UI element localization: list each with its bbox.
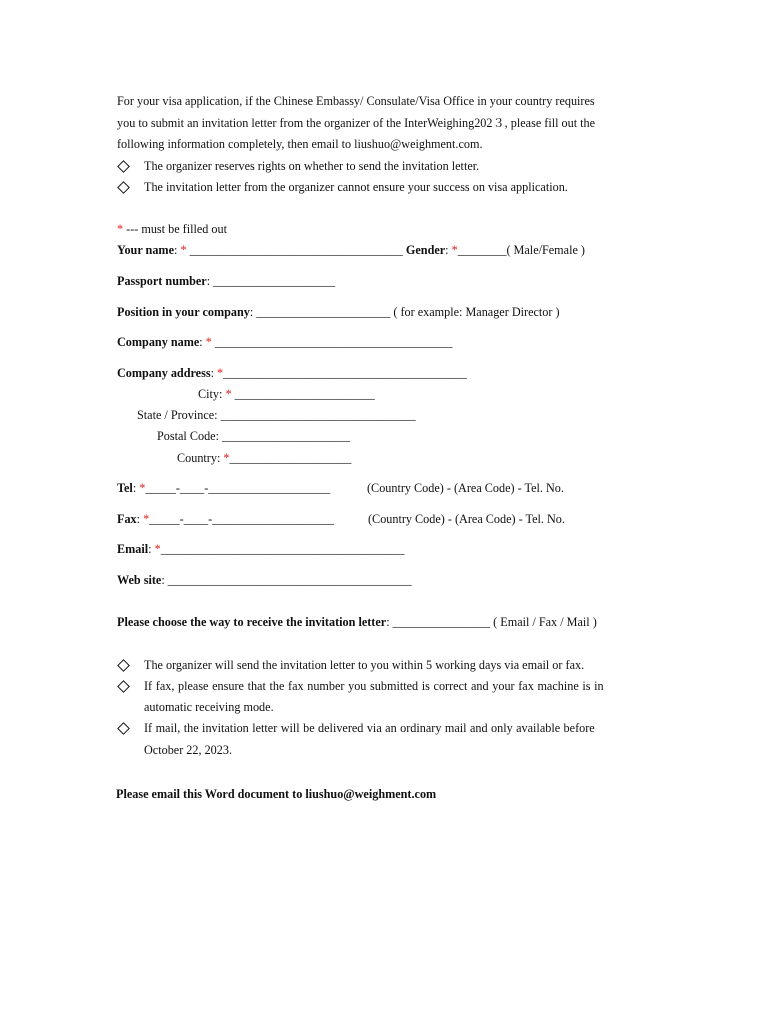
diamond-bullet-icon [117,160,130,173]
required-note [117,221,227,237]
your-name-label: Your name [117,243,174,257]
company-name-row [117,334,453,350]
colon: : [199,335,206,349]
required-star: * [217,366,224,380]
position-hint: ( for example: Manager Director ) [390,305,560,319]
fax-row [117,511,334,527]
email-row [117,541,404,557]
note-top-2: The invitation letter from the organizer cannot ensure your success on visa application. [144,180,568,194]
colon: : [210,366,218,380]
tel-row [117,480,330,496]
tel-hint: (Country Code) - (Area Code) - Tel. No. [367,481,564,495]
passport-row [117,273,335,289]
company-address-label: Company address [117,366,211,380]
required-star: * [143,512,150,526]
email-label: Email [117,542,149,556]
receive-way-field[interactable]: ________________ [392,615,491,629]
colon: : [132,481,140,495]
position-label: Position in your company [117,305,250,319]
gender-label: Gender [405,243,446,257]
required-star: * [154,542,161,556]
diamond-bullet-icon [117,680,130,693]
colon: : [206,274,214,288]
required-star: * [223,451,230,465]
website-row [117,572,412,588]
note-bottom-3-line-2: October 22, 2023. [144,743,233,757]
your-name-field[interactable]: ___________________________________ [189,243,403,257]
colon: : [445,243,452,257]
company-name-field[interactable]: _______________________________________ [214,335,453,349]
city-row [198,386,375,402]
receive-way-label: Please choose the way to receive the invitation letter [117,615,387,629]
fax-label: Fax [117,512,137,526]
country-label: Country: [177,451,224,465]
note-bottom-1: The organizer will send the invitation letter to you within 5 working days via email or fax. [144,658,585,672]
tel-field[interactable]: _____-____-____________________ [145,481,331,495]
passport-label: Passport number [117,274,207,288]
state-field[interactable]: ________________________________ [220,408,416,422]
note-bottom-3-line-1: If mail, the invitation letter will be delivered via an ordinary mail and only available before [144,721,595,735]
colon: : [136,512,144,526]
gender-field[interactable]: ________ [457,243,507,257]
email-field[interactable]: ________________________________________ [160,542,405,556]
colon: : [174,243,181,257]
fax-field[interactable]: _____-____-____________________ [149,512,335,526]
closing-instruction: Please email this Word document to liushuo@weighment.com [116,787,437,801]
company-address-row [117,365,467,381]
city-field[interactable]: _______________________ [234,387,375,401]
website-label: Web site [117,573,162,587]
country-row [177,450,351,466]
diamond-bullet-icon [117,181,130,194]
company-name-label: Company name [117,335,200,349]
intro-line-1: For your visa application, if the Chinese Embassy/ Consulate/Visa Office in your country requires [117,94,595,108]
tel-label: Tel [117,481,133,495]
colon: : [249,305,257,319]
fax-hint: (Country Code) - (Area Code) - Tel. No. [368,512,565,526]
required-star: * [180,243,190,257]
state-row [137,407,416,423]
position-row [117,304,560,320]
position-field[interactable]: ______________________ [256,305,391,319]
note-bottom-2-line-2: automatic receiving mode. [144,700,274,714]
required-star: * [225,387,235,401]
intro-line-3: following information completely, then email to liushuo@weighment.com. [117,137,483,151]
intro-line-2: you to submit an invitation letter from the organizer of the InterWeighing202３, please fill out the [117,116,596,130]
required-star: * [205,335,215,349]
postal-row [157,428,350,444]
your-name-row [117,242,585,258]
required-star: * [139,481,146,495]
postal-label: Postal Code: [157,429,223,443]
colon: : [161,573,168,587]
colon: : [386,615,393,629]
state-label: State / Province: [137,408,221,422]
country-field[interactable]: ____________________ [229,451,352,465]
required-star: * [117,222,124,236]
colon: : [148,542,155,556]
receive-way-hint: ( Email / Fax / Mail ) [490,615,597,629]
note-bottom-2-line-1: If fax, please ensure that the fax number you submitted is correct and your fax machine is in [144,679,604,693]
website-field[interactable]: ________________________________________ [167,573,412,587]
required-note-text: --- must be filled out [123,222,228,236]
passport-field[interactable]: ____________________ [213,274,336,288]
required-star: * [451,243,458,257]
receive-way-row [117,614,597,630]
diamond-bullet-icon [117,722,130,735]
company-address-field[interactable]: ________________________________________ [223,366,467,380]
note-top-1: The organizer reserves rights on whether to send the invitation letter. [144,159,480,173]
city-label: City: [198,387,226,401]
gender-hint: ( Male/Female ) [506,243,585,257]
diamond-bullet-icon [117,659,130,672]
postal-field[interactable]: _____________________ [222,429,350,443]
